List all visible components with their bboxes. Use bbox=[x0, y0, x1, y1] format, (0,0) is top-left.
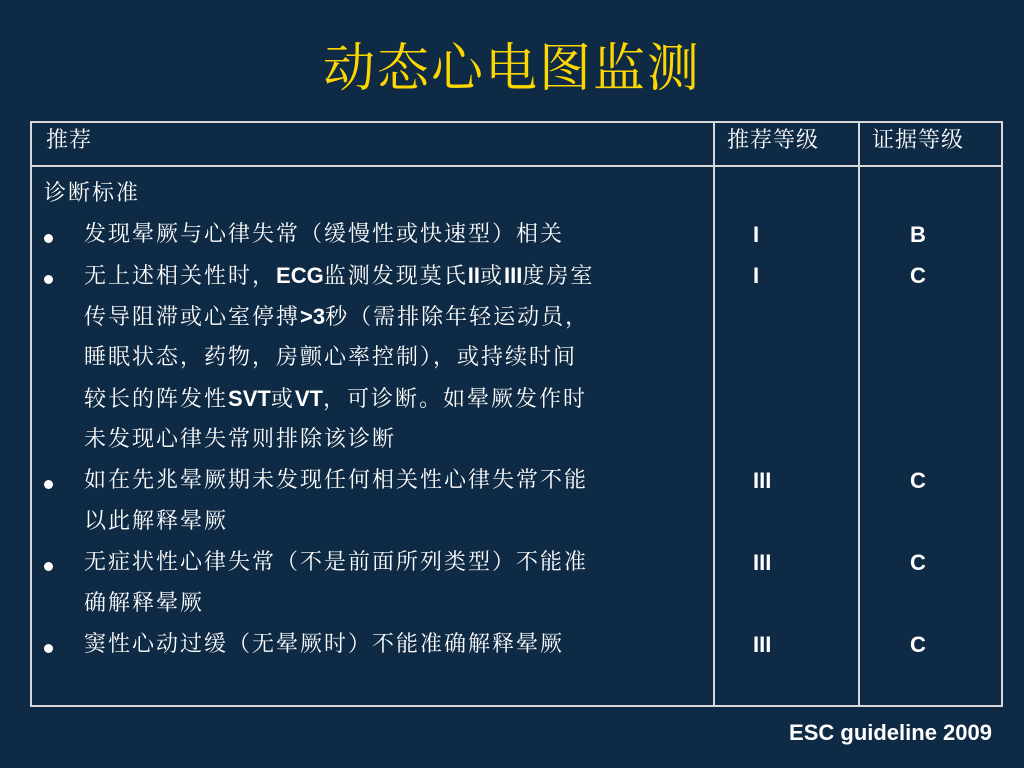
recommendation-line: 未发现心律失常则排除该诊断 bbox=[84, 427, 397, 452]
recommendation-table bbox=[30, 121, 1003, 707]
grade-value: III bbox=[753, 632, 772, 657]
bullet-icon bbox=[44, 480, 53, 489]
recommendation-line: 以此解释晕厥 bbox=[84, 509, 229, 534]
slide-title: 动态心电图监测 bbox=[322, 39, 701, 99]
header-recommendation-grade: 推荐等级 bbox=[714, 122, 859, 166]
recommendation-line: 较长的阵发性SVT或VT，可诊断。如晕厥发作时 bbox=[84, 386, 587, 412]
grade-value: I bbox=[753, 222, 760, 247]
grade-value: III bbox=[753, 550, 772, 575]
recommendation-line: 传导阻滞或心室停搏>3秒（需排除年轻运动员， bbox=[84, 304, 590, 330]
recommendation-line: 无症状性心律失常（不是前面所列类型）不能准 bbox=[84, 550, 589, 575]
bullet-icon bbox=[44, 275, 53, 284]
header-recommendation: 推荐 bbox=[31, 122, 714, 166]
evidence-cell bbox=[859, 166, 1002, 706]
source-footer: ESC guideline 2009 bbox=[789, 720, 992, 745]
recommendation-cell bbox=[31, 166, 714, 706]
grade-value: III bbox=[753, 468, 772, 493]
grade-cell bbox=[714, 166, 859, 706]
grade-value: I bbox=[753, 263, 760, 288]
evidence-value: B bbox=[910, 222, 926, 247]
bullet-icon bbox=[44, 234, 53, 243]
evidence-value: C bbox=[910, 468, 926, 493]
evidence-value: C bbox=[910, 263, 926, 288]
table-header-row bbox=[31, 122, 1002, 166]
bullet-icon bbox=[44, 644, 53, 653]
recommendation-line: 如在先兆晕厥期未发现任何相关性心律失常不能 bbox=[84, 468, 589, 493]
evidence-value: C bbox=[910, 550, 926, 575]
evidence-value: C bbox=[910, 632, 926, 657]
section-label: 诊断标准 bbox=[44, 181, 141, 206]
recommendation-line: 确解释晕厥 bbox=[84, 591, 205, 616]
recommendation-line: 窦性心动过缓（无晕厥时）不能准确解释晕厥 bbox=[84, 632, 565, 657]
header-evidence-level: 证据等级 bbox=[859, 122, 1002, 166]
recommendation-line: 无上述相关性时，ECG监测发现莫氏II或III度房室 bbox=[84, 263, 595, 289]
recommendation-line: 睡眠状态，药物，房颤心率控制），或持续时间 bbox=[84, 345, 578, 370]
bullet-icon bbox=[44, 562, 53, 571]
table-body-row bbox=[31, 166, 1002, 706]
recommendation-line: 发现晕厥与心律失常（缓慢性或快速型）相关 bbox=[84, 222, 565, 247]
